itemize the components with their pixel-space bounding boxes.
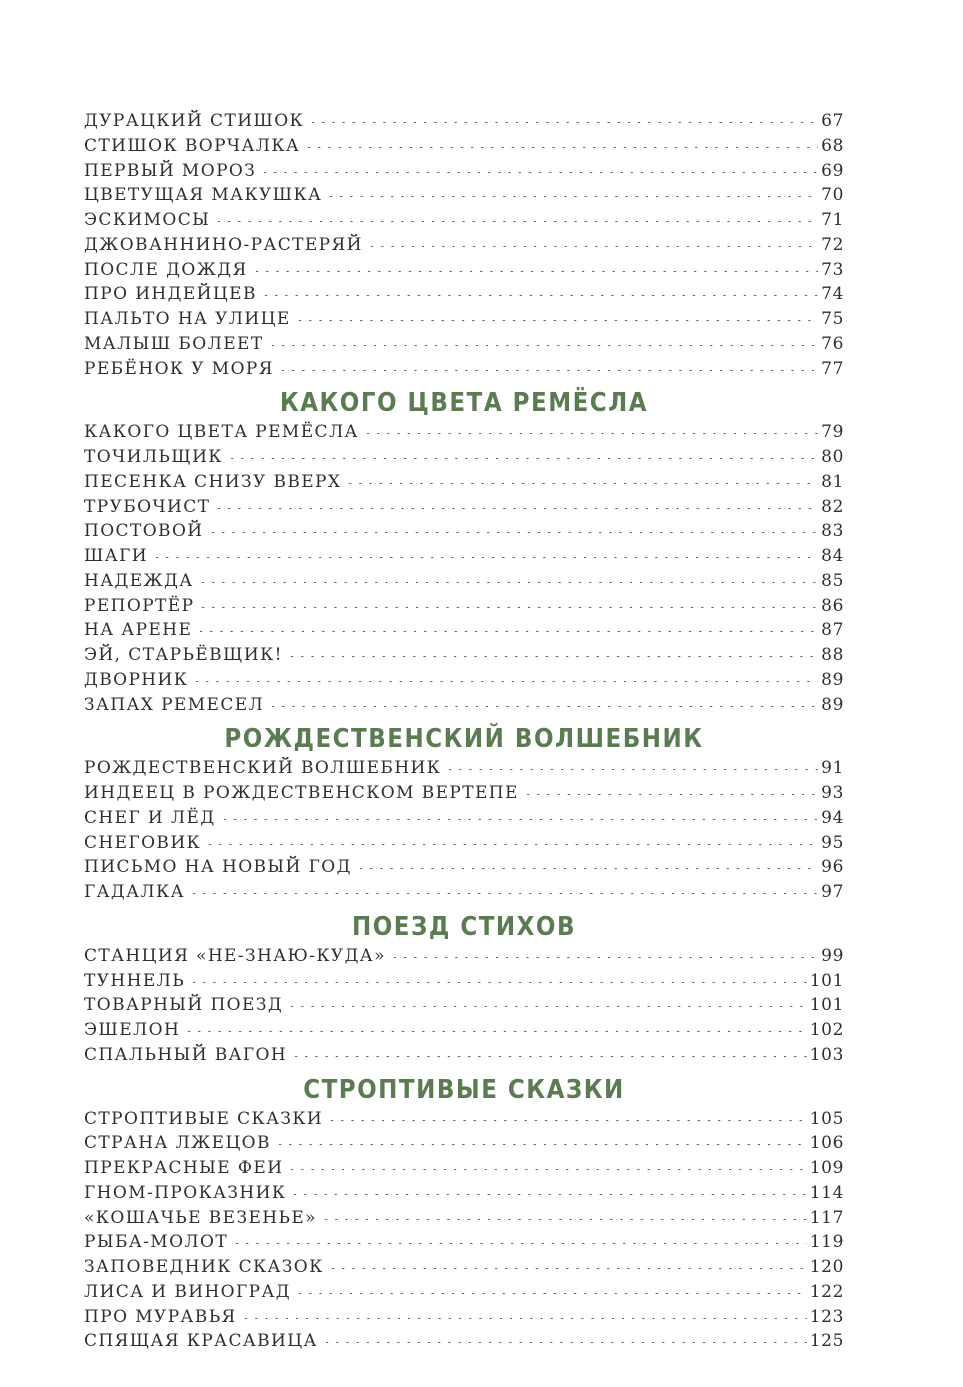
toc-entry [84,546,844,571]
entry-title: ДЖОВАННИНО-РАСТЕРЯЙ [84,234,363,255]
entry-page-number: 94 [821,807,844,828]
entry-title: «КОШАЧЬЕ ВЕЗЕНЬЕ» [84,1207,317,1228]
entry-page-number: 96 [821,857,844,878]
dot-leader [345,483,818,484]
entry-title: СПАЛЬНЫЙ ВАГОН [84,1044,288,1065]
entry-title: ПРЕКРАСНЫЕ ФЕИ [84,1158,284,1178]
entry-title: ЭСКИМОСЫ [84,210,211,230]
entry-title: РЕБЁНОК У МОРЯ [84,358,274,379]
entry-page-number: 68 [821,135,844,156]
toc-entry [84,111,844,136]
section-heading: СТРОПТИВЫЕ СКАЗКИ [303,1074,625,1104]
entry-page-number: 114 [809,1182,844,1203]
entry-title: ЦВЕТУЩАЯ МАКУШКА [84,185,323,206]
dot-leader [367,246,818,247]
toc-entry [84,472,844,497]
entry-page-number: 72 [821,234,844,255]
entry-title: ГНОМ-ПРОКАЗНИК [84,1182,287,1203]
entry-title: СПЯЩАЯ КРАСАВИЦА [84,1331,318,1352]
entry-page-number: 69 [821,160,844,181]
entry-title: ТОЧИЛЬЩИК [84,447,223,467]
entry-page-number: 87 [821,620,844,641]
entry-title: ПРО ИНДЕЙЦЕВ [84,284,257,305]
dot-leader [287,1169,806,1170]
toc-entry [84,1331,844,1356]
toc-entry [84,422,844,447]
entry-page-number: 74 [821,284,844,305]
toc-entry [84,521,844,546]
entry-page-number: 105 [809,1108,844,1129]
entry-title: ШАГИ [84,546,148,566]
dot-leader [220,819,819,820]
dot-leader [328,1268,807,1269]
entry-title: ПОСТОВОЙ [84,521,204,542]
entry-page-number: 81 [821,471,844,492]
entry-title: ПРО МУРАВЬЯ [84,1306,237,1327]
entry-title: ПИСЬМО НА НОВЫЙ ГОД [84,857,352,878]
entry-title: СНЕГОВИК [84,832,202,853]
toc-entry [84,882,844,907]
table-of-contents [84,111,844,1356]
entry-page-number: 76 [821,333,844,354]
dot-leader [321,1219,807,1220]
toc-entry [84,210,844,235]
entry-title: РЕПОРТЁР [84,595,195,616]
entry-page-number: 71 [821,210,844,230]
toc-entry [84,1307,844,1332]
entry-page-number: 75 [821,309,844,329]
entry-title: ТОВАРНЫЙ ПОЕЗД [84,995,284,1016]
dot-leader [326,196,818,197]
toc-entry [84,1133,844,1158]
entry-title: РЫБА-МОЛОТ [84,1232,229,1253]
dot-leader [196,631,818,632]
dot-leader [278,370,818,371]
toc-entry [84,620,844,645]
entry-title: СТИШОК ВОРЧАЛКА [84,135,301,156]
toc-entry [84,857,844,882]
entry-page-number: 125 [809,1331,844,1352]
dot-leader [208,532,819,533]
toc-entry [84,946,844,971]
entry-title: ЗАПАХ РЕМЕСЕЛ [84,694,265,715]
toc-entry [84,309,844,334]
dot-leader [214,221,818,222]
toc-entry [84,359,844,384]
toc-entry [84,1208,844,1233]
entry-title: СНЕГ И ЛЁД [84,807,216,828]
entry-title: НА АРЕНЕ [84,620,193,641]
toc-entry [84,260,844,285]
entry-page-number: 70 [821,185,844,206]
dot-leader [268,706,818,707]
entry-title: ЗАПОВЕДНИК СКАЗОК [84,1257,324,1277]
section-heading: РОЖДЕСТВЕНСКИЙ ВОЛШЕБНИК [224,724,704,754]
dot-leader [390,957,818,958]
entry-page-number: 84 [821,546,844,566]
dot-leader [268,345,819,346]
entry-page-number: 89 [821,694,844,715]
toc-entry [84,1158,844,1183]
entry-page-number: 117 [809,1207,844,1228]
entry-title: ПОСЛЕ ДОЖДЯ [84,259,248,280]
dot-leader [205,844,818,845]
dot-leader [290,1194,806,1195]
entry-page-number: 106 [809,1133,844,1154]
dot-leader [261,295,818,296]
dot-leader [232,1243,807,1244]
entry-page-number: 103 [809,1044,844,1065]
entry-title: ИНДЕЕЦ В РОЖДЕСТВЕНСКОМ ВЕРТЕПЕ [84,783,519,803]
toc-entry [84,670,844,695]
dot-leader [308,122,818,123]
entry-title: СТРОПТИВЫЕ СКАЗКИ [84,1108,324,1129]
toc-entry [84,185,844,210]
toc-entry [84,136,844,161]
toc-entry [84,571,844,596]
entry-title: ПЕРВЫЙ МОРОЗ [84,160,257,181]
toc-entry [84,334,844,359]
entry-page-number: 95 [821,832,844,853]
toc-entry [84,447,844,472]
dot-leader [322,1342,807,1343]
entry-page-number: 73 [821,259,844,280]
dot-leader [189,893,818,894]
toc-entry [84,161,844,186]
toc-entry [84,1232,844,1257]
toc-entry [84,1020,844,1045]
entry-title: МАЛЫШ БОЛЕЕТ [84,333,264,354]
entry-page-number: 85 [821,570,844,591]
entry-page-number: 89 [821,669,844,690]
entry-page-number: 101 [809,995,844,1016]
toc-entry [84,808,844,833]
entry-title: ПАЛЬТО НА УЛИЦЕ [84,309,291,329]
entry-title: СТРАНА ЛЖЕЦОВ [84,1133,271,1154]
entry-title: ЭШЕЛОН [84,1020,181,1040]
toc-entry [84,1282,844,1307]
entry-page-number: 80 [821,447,844,467]
dot-leader [198,607,818,608]
toc-entry [84,497,844,522]
toc-entry [84,1183,844,1208]
dot-leader [241,1318,807,1319]
entry-page-number: 83 [821,521,844,542]
entry-page-number: 93 [821,783,844,803]
dot-leader [152,557,818,558]
toc-entry [84,971,844,996]
entry-page-number: 88 [821,645,844,665]
dot-leader [260,172,818,173]
entry-title: ГАДАЛКА [84,882,185,902]
entry-title: ТРУБОЧИСТ [84,496,211,517]
entry-page-number: 120 [809,1257,844,1277]
entry-title: НАДЕЖДА [84,570,194,591]
dot-leader [184,1031,807,1032]
entry-page-number: 79 [821,422,844,443]
toc-entry [84,758,844,783]
dot-leader [214,508,818,509]
entry-page-number: 109 [809,1158,844,1178]
entry-page-number: 119 [809,1232,844,1253]
entry-page-number: 86 [821,595,844,616]
toc-entry [84,783,844,808]
entry-page-number: 102 [809,1020,844,1040]
toc-entry [84,596,844,621]
dot-leader [445,769,818,770]
dot-leader [227,458,818,459]
entry-page-number: 99 [821,945,844,966]
toc-entry [84,645,844,670]
entry-title: ПЕСЕНКА СНИЗУ ВВЕРХ [84,471,342,492]
dot-leader [356,868,818,869]
toc-entry [84,235,844,260]
entry-title: ТУННЕЛЬ [84,970,186,991]
toc-entry [84,1045,844,1070]
dot-leader [192,681,818,682]
entry-page-number: 97 [821,882,844,902]
entry-page-number: 82 [821,496,844,517]
entry-title: СТАНЦИЯ «НЕ-ЗНАЮ-КУДА» [84,945,386,966]
dot-leader [198,582,819,583]
entry-title: ДВОРНИК [84,669,189,690]
entry-page-number: 91 [821,758,844,779]
entry-title: РОЖДЕСТВЕНСКИЙ ВОЛШЕБНИК [84,758,442,779]
section-heading: ПОЕЗД СТИХОВ [352,912,576,942]
toc-entry [84,1109,844,1134]
entry-page-number: 101 [809,970,844,991]
entry-page-number: 123 [809,1306,844,1327]
entry-title: КАКОГО ЦВЕТА РЕМЁСЛА [84,422,359,443]
section-heading: КАКОГО ЦВЕТА РЕМЁСЛА [279,388,649,418]
dot-leader [327,1120,807,1121]
entry-page-number: 67 [821,111,844,131]
toc-entry [84,695,844,720]
dot-leader [295,1293,807,1294]
entry-title: ЭЙ, СТАРЬЁВЩИК! [84,645,283,665]
dot-leader [363,433,818,434]
dot-leader [275,1144,807,1145]
dot-leader [189,982,807,983]
toc-entry [84,995,844,1020]
toc-entry [84,284,844,309]
entry-page-number: 77 [821,358,844,379]
dot-leader [252,271,819,272]
dot-leader [287,656,818,657]
toc-entry [84,1257,844,1282]
entry-title: ДУРАЦКИЙ СТИШОК [84,111,305,131]
dot-leader [523,794,818,795]
dot-leader [295,320,819,321]
entry-title: ЛИСА И ВИНОГРАД [84,1281,291,1302]
dot-leader [287,1006,807,1007]
dot-leader [304,147,818,148]
entry-page-number: 122 [809,1281,844,1302]
toc-entry [84,833,844,858]
dot-leader [291,1056,807,1057]
